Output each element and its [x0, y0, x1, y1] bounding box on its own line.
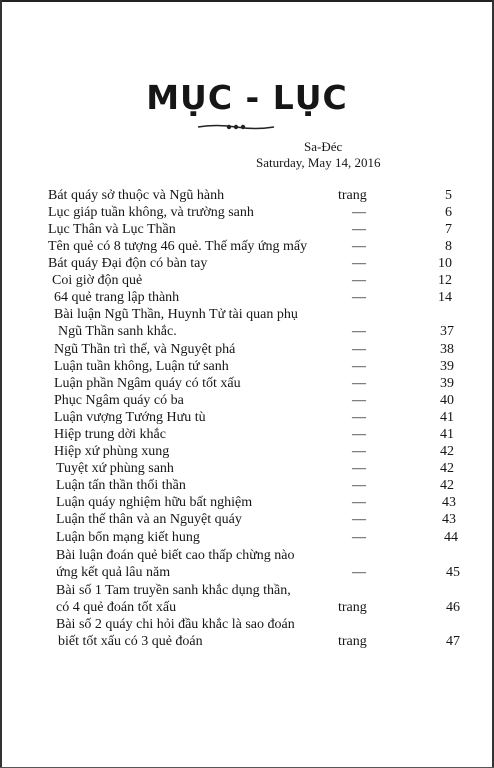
entry-page: 43 — [442, 495, 456, 510]
entry-title: Lục Thân và Lục Thần — [48, 222, 176, 237]
entry-page: 5 — [445, 188, 452, 203]
entry-title: Luận vượng Tướng Hưu tù — [54, 410, 206, 425]
entry-page: 45 — [446, 565, 460, 580]
entry-page: 7 — [445, 222, 452, 237]
entry-page: 41 — [440, 410, 454, 425]
entry-page: 41 — [440, 427, 454, 442]
entry-title-line2: biết tốt xấu có 3 quẻ đoán — [58, 634, 203, 649]
page-word: trang — [338, 188, 367, 203]
entry-page: 42 — [440, 444, 454, 459]
entry-title: Bát quáy Đại độn có bàn tay — [48, 256, 208, 271]
leader-dash: — — [352, 393, 366, 408]
leader-dash: — — [352, 530, 366, 545]
entry-title: Luận tuần không, Luận tứ sanh — [54, 359, 229, 374]
entry-title: Bài luận Ngũ Thần, Huynh Tử tài quan phụ — [54, 307, 298, 322]
leader-dash: — — [352, 342, 366, 357]
entry-title: Hiệp xứ phùng xung — [54, 444, 170, 459]
entry-title: Lục giáp tuần không, và trường sanh — [48, 205, 254, 220]
entry-page: 12 — [438, 273, 452, 288]
entry-page: 47 — [446, 634, 460, 649]
leader-dash: — — [352, 495, 366, 510]
entry-page: 39 — [440, 359, 454, 374]
entry-title: Luận thế thân và an Nguyệt quáy — [56, 512, 242, 527]
entry-page: 6 — [445, 205, 452, 220]
entry-page: 38 — [440, 342, 454, 357]
entry-page: 37 — [440, 324, 454, 339]
entry-title-line2: ứng kết quả lâu năm — [56, 565, 171, 580]
leader-dash: — — [352, 565, 366, 580]
entry-title: Hiệp trung dời khắc — [54, 427, 166, 442]
page-word: trang — [338, 634, 367, 649]
entry-title: Luận tấn thần thối thần — [56, 478, 186, 493]
entry-title: Bài số 1 Tam truyền sanh khắc dụng thần, — [56, 583, 291, 598]
entry-title: Phục Ngâm quáy có ba — [54, 393, 184, 408]
entry-title: Luận quáy nghiệm hữu bất nghiệm — [56, 495, 253, 510]
leader-dash: — — [352, 324, 366, 339]
entry-title: Luận phần Ngâm quáy có tốt xấu — [54, 376, 241, 391]
leader-dash: — — [352, 376, 366, 391]
entry-title: 64 quẻ trang lập thành — [54, 290, 180, 305]
entry-title: Bài luận đoán quẻ biết cao thấp chừng nào — [56, 548, 295, 563]
entry-title: Tuyệt xứ phùng sanh — [56, 461, 174, 476]
leader-dash: — — [352, 512, 366, 527]
entry-page: 40 — [440, 393, 454, 408]
leader-dash: — — [352, 290, 366, 305]
page-word: trang — [338, 600, 367, 615]
leader-dash: — — [352, 222, 366, 237]
leader-dash: — — [352, 461, 366, 476]
leader-dash: — — [352, 273, 366, 288]
leader-dash: — — [352, 359, 366, 374]
leader-dash: — — [352, 256, 366, 271]
entry-page: 10 — [438, 256, 452, 271]
leader-dash: — — [352, 478, 366, 493]
entry-page: 8 — [445, 239, 452, 254]
entry-title: Coi giờ độn quẻ — [52, 273, 143, 288]
date-label: Saturday, May 14, 2016 — [256, 155, 381, 170]
leader-dash: — — [352, 205, 366, 220]
entry-title: Tên quẻ có 8 tượng 46 quẻ. Thế mấy ứng mấy — [48, 239, 308, 254]
entry-title: Bát quáy sở thuộc và Ngũ hành — [48, 188, 225, 203]
entry-page: 39 — [440, 376, 454, 391]
leader-dash: — — [352, 444, 366, 459]
entry-title: Bài số 2 quáy chi hỏi đầu khắc là sao đoán — [56, 617, 295, 632]
entry-page: 42 — [440, 461, 454, 476]
entry-title-line2: Ngũ Thần sanh khắc. — [58, 324, 177, 339]
entry-title-line2: có 4 quẻ đoán tốt xấu — [56, 600, 177, 615]
entry-page: 14 — [438, 290, 452, 305]
page-title: MỤC - LỤC — [146, 78, 348, 117]
leader-dash: — — [352, 239, 366, 254]
entry-page: 42 — [440, 478, 454, 493]
leader-dash: — — [352, 410, 366, 425]
entry-title: Ngũ Thần trì thế, và Nguyệt phá — [54, 342, 236, 357]
place-label: Sa-Đéc — [304, 139, 343, 154]
entry-page: 44 — [444, 530, 458, 545]
leader-dash: — — [352, 427, 366, 442]
entry-title: Luận bổn mạng kiết hung — [56, 530, 200, 545]
entry-page: 46 — [446, 600, 460, 615]
entry-page: 43 — [442, 512, 456, 527]
